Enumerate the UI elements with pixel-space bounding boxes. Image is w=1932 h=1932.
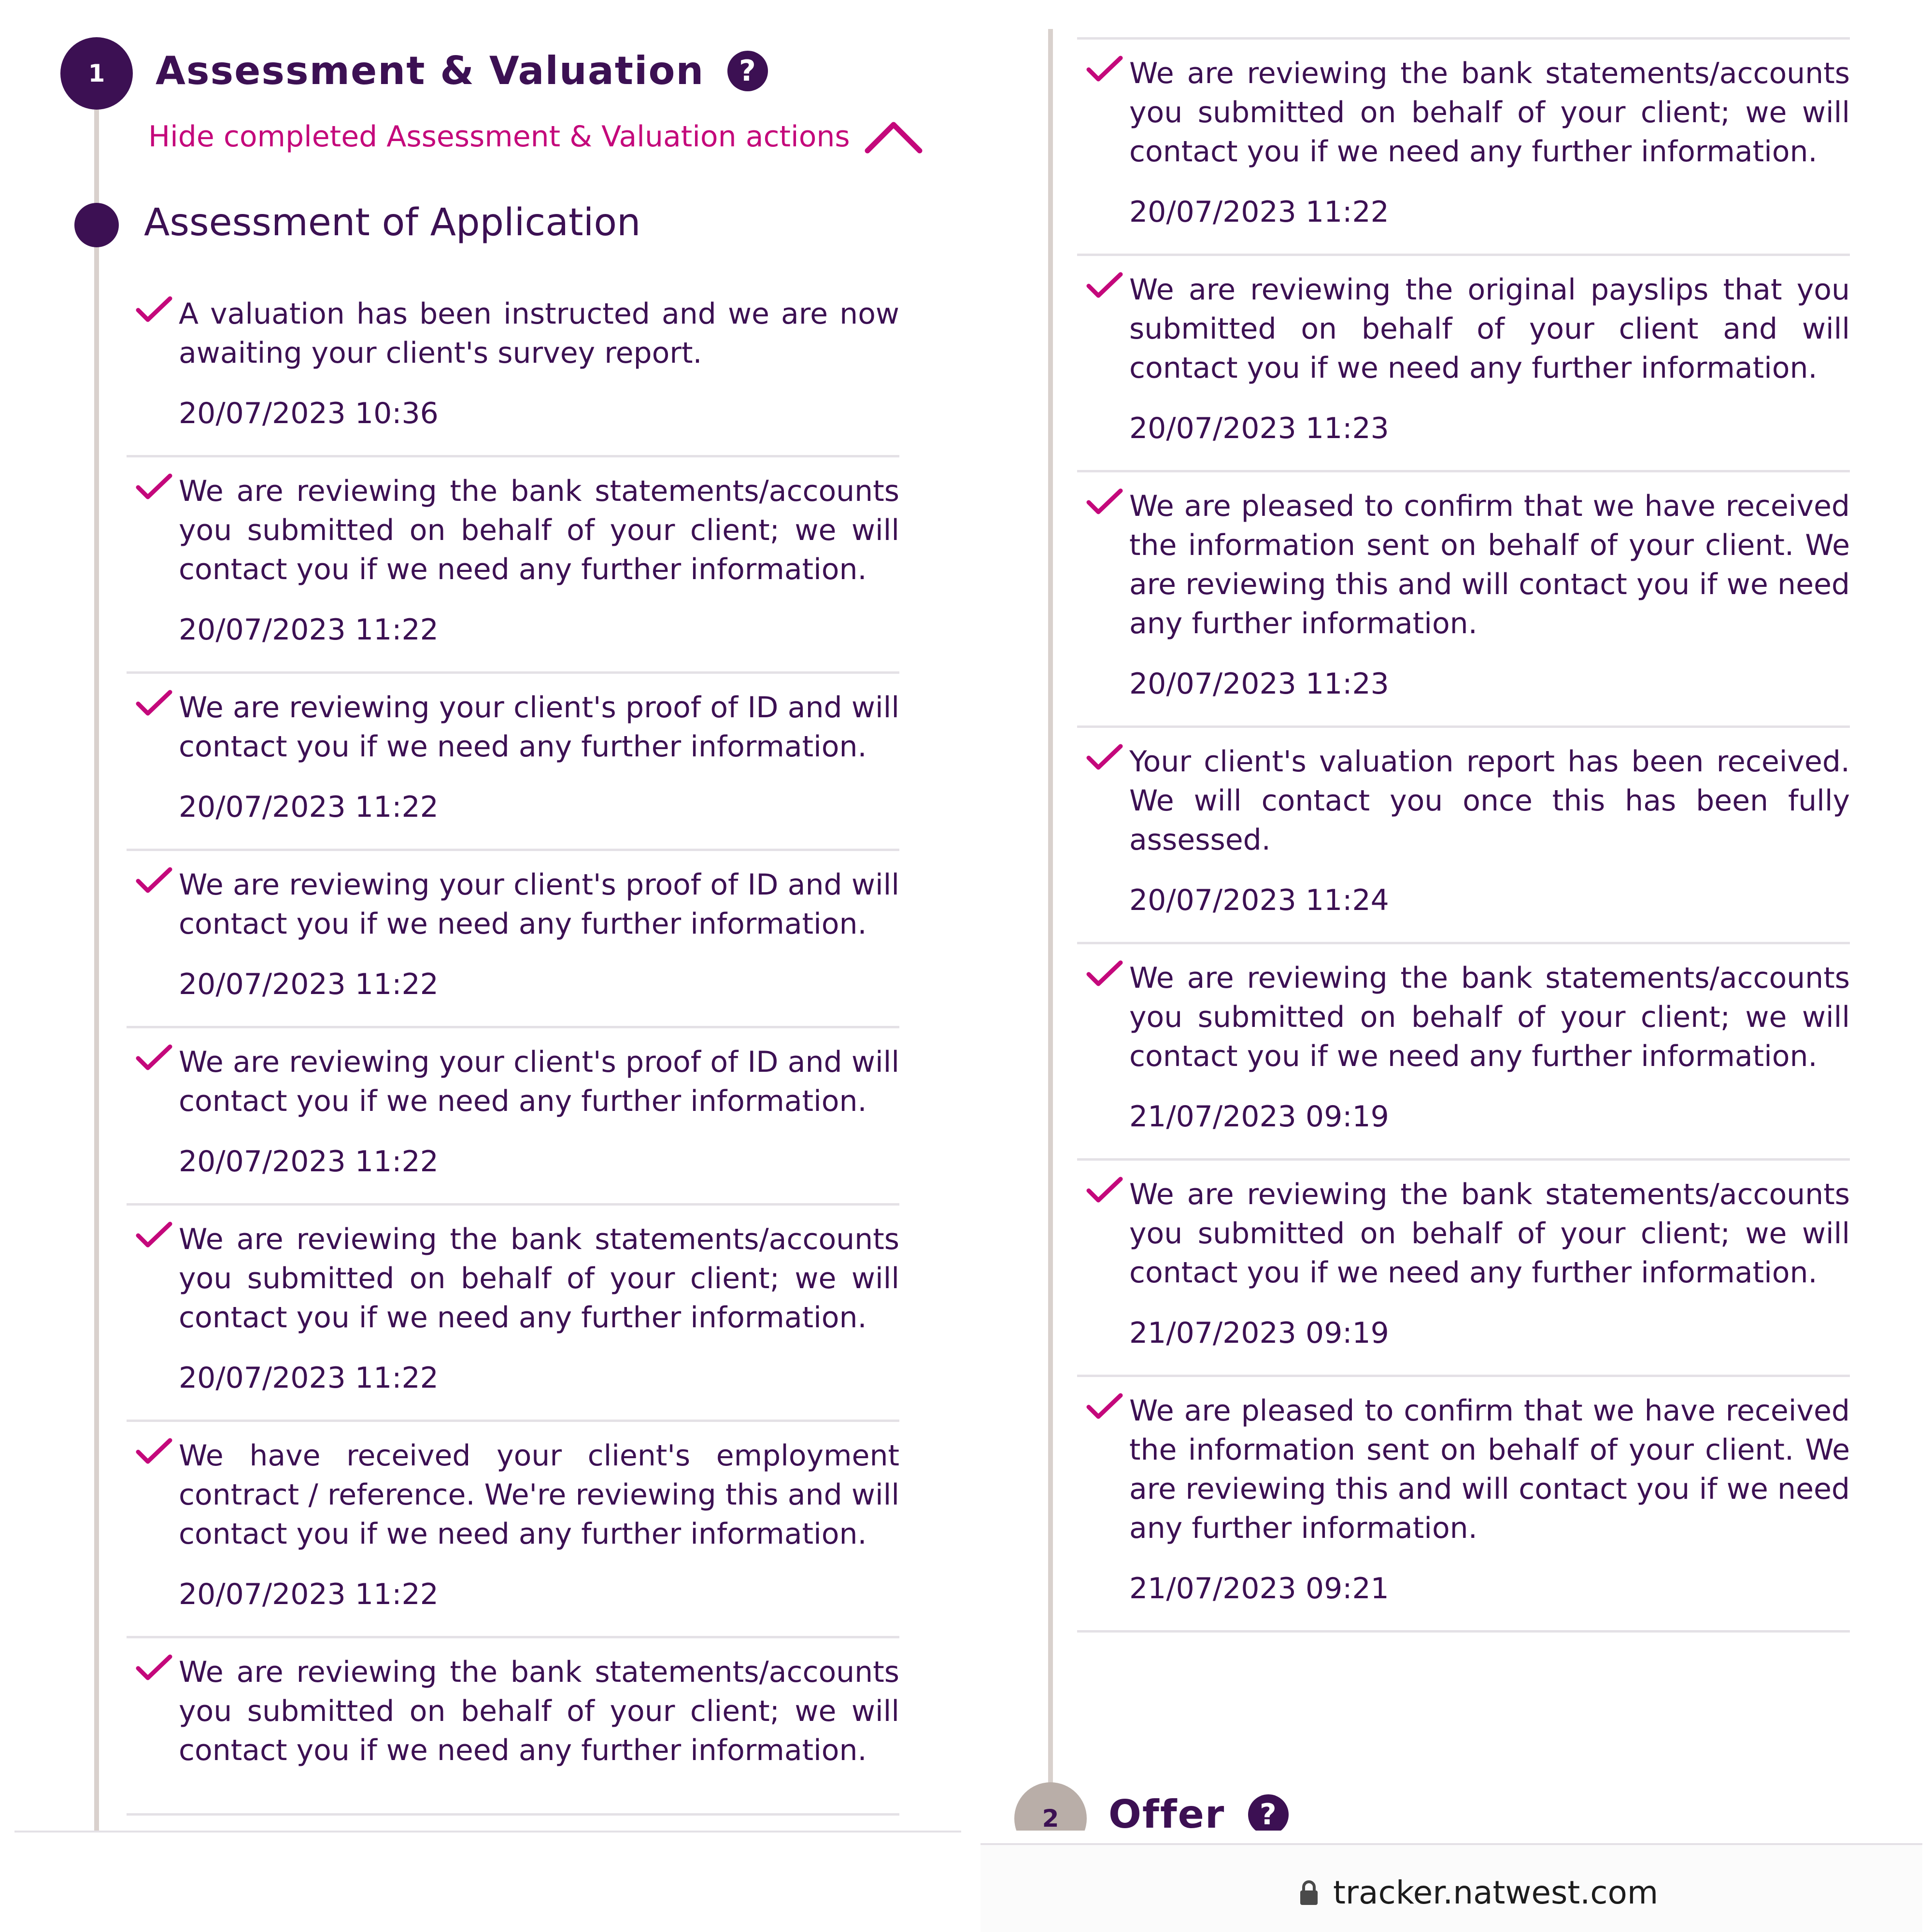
left-action-list [127, 280, 899, 1816]
action-item [127, 851, 899, 1028]
action-item [127, 1638, 899, 1816]
action-item [1077, 944, 1850, 1161]
action-timestamp: 21/07/2023 09:21 [1129, 1572, 1389, 1605]
action-message: We are pleased to confirm that we have received the information sent on behalf of your client. We are reviewing this and will contact you if we need any further information. [1129, 1394, 1850, 1545]
action-message: A valuation has been instructed and we are now awaiting your client's survey report. [179, 297, 899, 370]
action-timestamp: 21/07/2023 09:19 [1129, 1100, 1389, 1134]
action-message: We are reviewing the bank statements/accounts you submitted on behalf of your client; we will contact you if we need any further information. [179, 474, 899, 586]
action-message: We have received your client's employment contract / reference. We're reviewing this and will contact you if we need any further information. [179, 1439, 899, 1551]
action-message: We are reviewing your client's proof of ID and will contact you if we need any further information. [179, 1045, 899, 1118]
action-item [127, 1028, 899, 1206]
url-text: tracker.natwest.com [1333, 1874, 1659, 1911]
action-timestamp: 20/07/2023 11:22 [179, 1361, 439, 1395]
right-panel [980, 0, 1922, 1831]
action-item [1077, 728, 1850, 944]
checkmark-icon [1086, 1175, 1123, 1204]
action-message: We are reviewing the original payslips that you submitted on behalf of your client and will contact you if we need any further information. [1129, 273, 1850, 385]
checkmark-icon [1086, 54, 1123, 83]
checkmark-icon [135, 1653, 173, 1682]
action-timestamp: 21/07/2023 09:19 [1129, 1316, 1389, 1350]
help-icon[interactable]: ? [727, 51, 768, 91]
action-item [127, 1422, 899, 1638]
lock-icon [1299, 1880, 1319, 1906]
panel-bottom-divider [14, 1831, 961, 1833]
action-timestamp: 20/07/2023 11:22 [179, 613, 439, 647]
action-timestamp: 20/07/2023 10:36 [179, 397, 439, 430]
action-timestamp [179, 1791, 899, 1813]
action-message: We are reviewing the bank statements/accounts you submitted on behalf of your client; we will contact you if we need any further information. [1129, 57, 1850, 169]
action-timestamp: 20/07/2023 11:22 [179, 790, 439, 824]
step-2-title: Offer [1108, 1792, 1225, 1831]
step-1-title-row [156, 48, 768, 93]
action-timestamp: 20/07/2023 11:22 [179, 967, 439, 1001]
checkmark-icon [135, 1220, 173, 1249]
step-2-number: 2 [1014, 1782, 1087, 1831]
action-item [1077, 472, 1850, 728]
timeline-rail [94, 72, 99, 1831]
left-panel [0, 0, 961, 1831]
checkmark-icon [1086, 742, 1123, 771]
action-message: We are reviewing your client's proof of ID and will contact you if we need any further information. [179, 868, 899, 941]
action-message: We are pleased to confirm that we have received the information sent on behalf of your client. We are reviewing this and will contact you if we need any further information. [1129, 489, 1850, 640]
checkmark-icon [135, 688, 173, 717]
step-1-number: 1 [60, 37, 133, 110]
action-item [1077, 256, 1850, 472]
action-item [127, 280, 899, 457]
checkmark-icon [1086, 959, 1123, 988]
address-bar-url[interactable] [1299, 1874, 1658, 1911]
help-icon[interactable]: ? [1248, 1794, 1289, 1831]
action-message: We are reviewing the bank statements/accounts you submitted on behalf of your client; we will contact you if we need any further information. [179, 1222, 899, 1335]
checkmark-icon [135, 866, 173, 895]
action-message: We are reviewing the bank statements/accounts you submitted on behalf of your client; we will contact you if we need any further information. [179, 1655, 899, 1767]
action-message: We are reviewing the bank statements/accounts you submitted on behalf of your client; we will contact you if we need any further information. [1129, 1178, 1850, 1290]
checkmark-icon [135, 1436, 173, 1465]
checkmark-icon [135, 472, 173, 501]
action-timestamp: 20/07/2023 11:23 [1129, 412, 1389, 445]
action-item [127, 1206, 899, 1422]
action-item [1077, 40, 1850, 256]
substage-title: Assessment of Application [144, 201, 641, 244]
action-timestamp: 20/07/2023 11:22 [1129, 195, 1389, 229]
action-item [1077, 1161, 1850, 1377]
hide-completed-actions-label: Hide completed Assessment & Valuation actions [148, 120, 850, 154]
action-message: We are reviewing your client's proof of ID and will contact you if we need any further information. [179, 691, 899, 764]
checkmark-icon [135, 1043, 173, 1072]
action-message: We are reviewing the bank statements/accounts you submitted on behalf of your client; we will contact you if we need any further information. [1129, 961, 1850, 1073]
action-timestamp: 20/07/2023 11:22 [179, 1145, 439, 1179]
action-timestamp: 20/07/2023 11:24 [1129, 883, 1389, 917]
timeline-rail [1048, 29, 1053, 1831]
checkmark-icon [135, 295, 173, 324]
right-action-list [1077, 37, 1850, 1633]
step-2-title-row [1108, 1792, 1289, 1831]
chevron-up-icon [865, 120, 923, 154]
action-item [127, 457, 899, 674]
action-item [127, 674, 899, 851]
action-timestamp: 20/07/2023 11:22 [179, 1577, 439, 1611]
action-message: Your client's valuation report has been received. We will contact you once this has been fully assessed. [1129, 745, 1850, 857]
step-1-title: Assessment & Valuation [156, 48, 705, 93]
checkmark-icon [1086, 1392, 1123, 1421]
hide-completed-actions-link[interactable] [148, 120, 923, 154]
substage-dot [74, 203, 119, 247]
action-timestamp: 20/07/2023 11:23 [1129, 667, 1389, 701]
action-item [1077, 1377, 1850, 1633]
checkmark-icon [1086, 487, 1123, 516]
checkmark-icon [1086, 270, 1123, 299]
